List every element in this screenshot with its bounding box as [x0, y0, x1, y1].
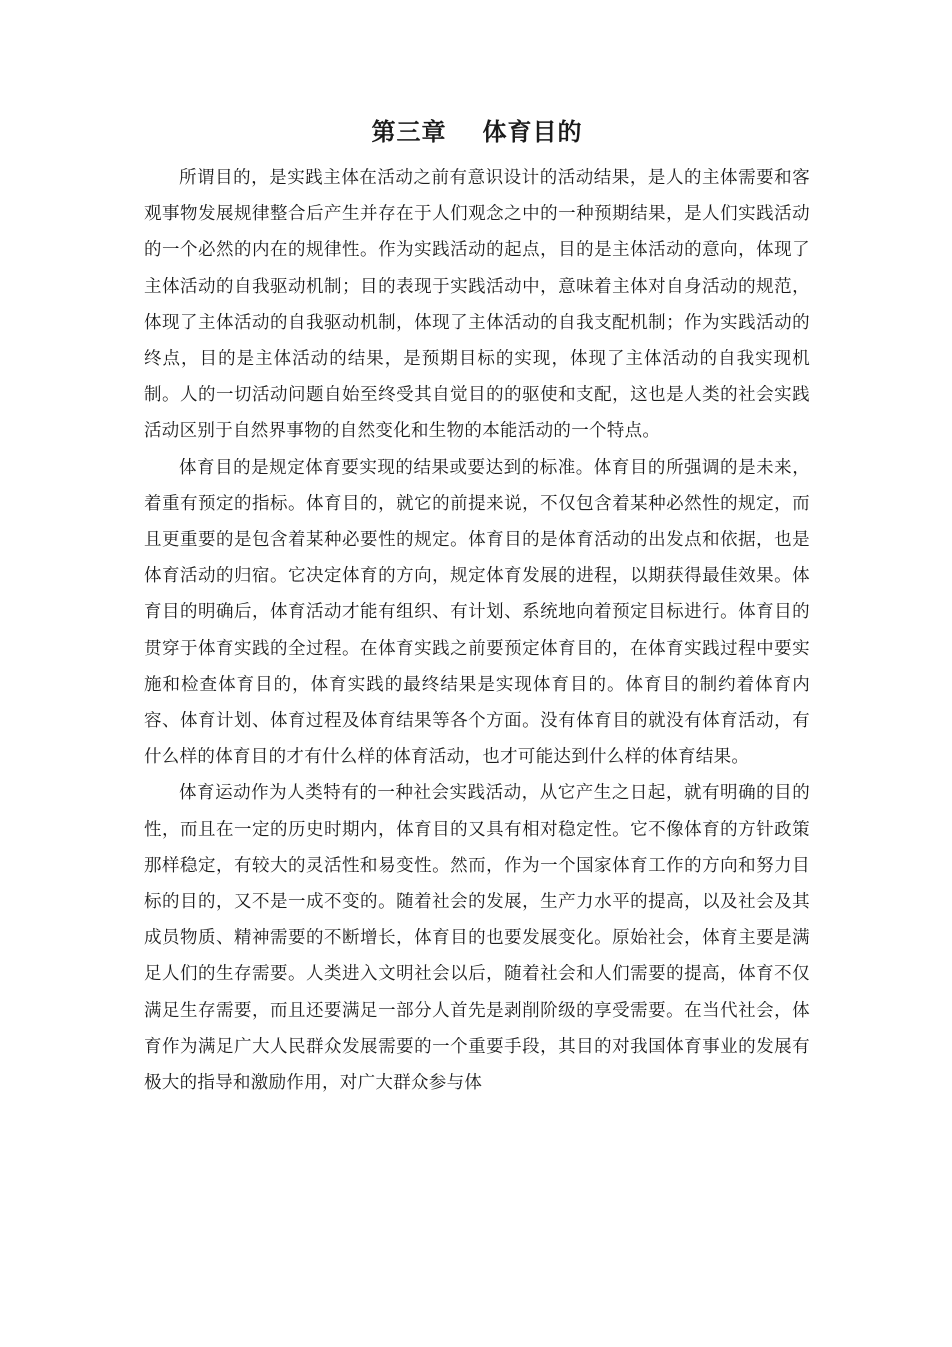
chapter-title — [144, 112, 810, 160]
chapter-name: 体育目的 — [482, 117, 583, 146]
paragraph-2: 体育目的是规定体育要实现的结果或要达到的标准。体育目的所强调的是未来，着重有预定的指标。体育目的，就它的前提来说，不仅包含着某种必然性的规定，而且更重要的是包含着某种必要性的规定。体育目的是体育活动的出发点和依据，也是体育活动的归宿。它决定体育的方向，规定体育发展的进程，以期获得最佳效果。体育目的明确后，体育活动才能有组织、有计划、系统地向着预定目标进行。体育目的贯穿于体育实践的全过程。在体育实践之前要预定体育目的，在体育实践过程中要实施和检查体育目的，体育实践的最终结果是实现体育目的。体育目的制约着体育内容、体育计划、体育过程及体育结果等各个方面。没有体育目的就没有体育活动，有什么样的体育目的才有什么样的体育活动，也才可能达到什么样的体育结果。 — [144, 457, 810, 768]
paragraph-3: 体育运动作为人类特有的一种社会实践活动，从它产生之日起，就有明确的目的性，而且在一定的历史时期内，体育目的又具有相对稳定性。它不像体育的方针政策那样稳定，有较大的灵活性和易变性。然而，作为一个国家体育工作的方向和努力目标的目的，又不是一成不变的。随着社会的发展，生产力水平的提高，以及社会及其成员物质、精神需要的不断增长，体育目的也要发展变化。原始社会，体育主要是满足人们的生存需要。人类进入文明社会以后，随着社会和人们需要的提高，体育不仅满足生存需要，而且还要满足一部分人首先是剥削阶级的享受需要。在当代社会，体育作为满足广大人民群众发展需要的一个重要手段，其目的对我国体育事业的发展有极大的指导和激励作用，对广大群众参与体 — [144, 783, 810, 1094]
chapter-number: 第三章 — [371, 117, 447, 146]
paragraph-1: 所谓目的，是实践主体在活动之前有意识设计的活动结果，是人的主体需要和客观事物发展规律整合后产生并存在于人们观念之中的一种预期结果，是人们实践活动的一个必然的内在的规律性。作为实践活动的起点，目的是主体活动的意向，体现了主体活动的自我驱动机制；目的表现于实践活动中，意味着主体对自身活动的规范，体现了主体活动的自我驱动机制，体现了主体活动的自我支配机制；作为实践活动的终点，目的是主体活动的结果，是预期目标的实现，体现了主体活动的自我实现机制。人的一切活动问题自始至终受其自觉目的的驱使和支配，这也是人类的社会实践活动区别于自然界事物的自然变化和生物的本能活动的一个特点。 — [144, 168, 810, 442]
page-content — [144, 112, 810, 1101]
